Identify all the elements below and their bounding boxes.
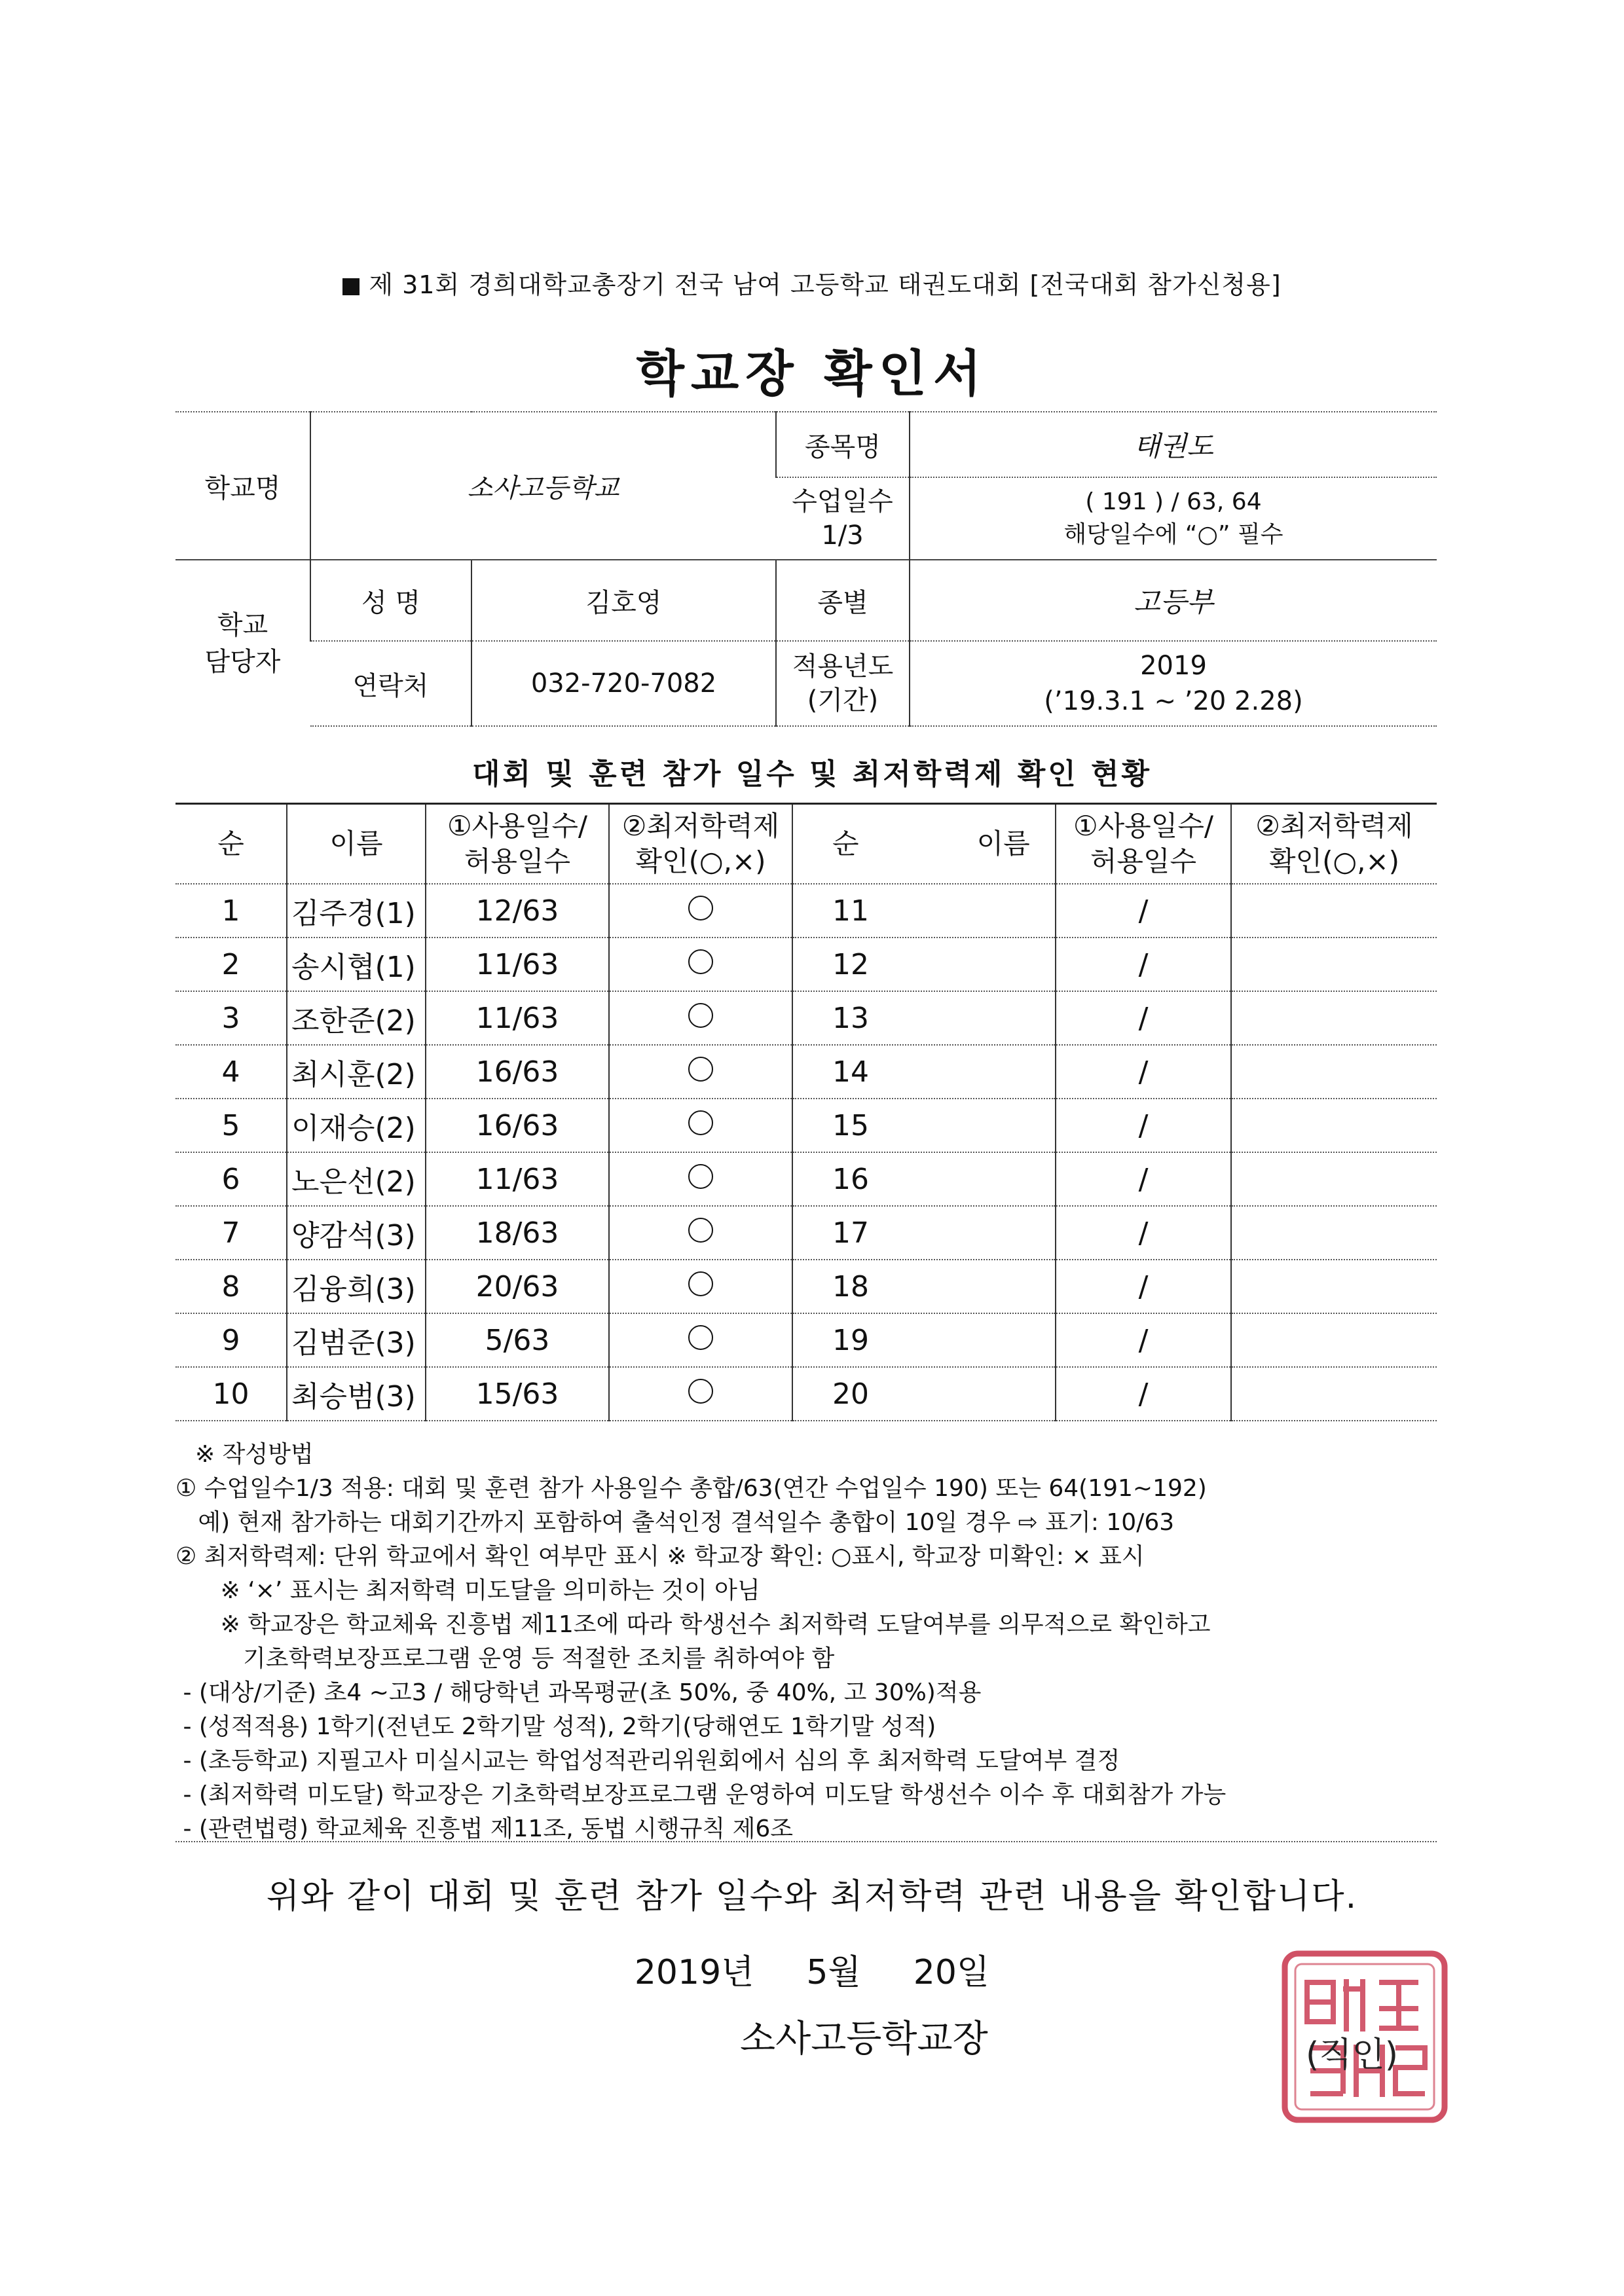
cell-check <box>609 938 792 991</box>
note-line: - (최저학력 미도달) 학교장은 기초학력보장프로그램 운영하여 미도달 학생선수 이수 후 대회참가 가능 <box>175 1781 1227 1808</box>
table-row <box>175 1367 1437 1421</box>
cell-name: 노은선(2) <box>287 1152 426 1206</box>
table-row <box>175 884 1437 938</box>
circle-mark-icon <box>688 1110 713 1135</box>
year-value-line2: (’19.3.1 ~ ’20 2.28) <box>1044 686 1303 716</box>
circle-mark-icon <box>688 1164 713 1189</box>
cell-days: 20/63 <box>426 1260 609 1313</box>
header-check <box>609 804 792 884</box>
cell-check <box>609 1045 792 1099</box>
note-line: 예) 현재 참가하는 대회기간까지 포함하여 출석인정 결석일수 총합이 10일 경우 ⇨ 표기: 10/63 <box>175 1509 1175 1536</box>
cell-no: 4 <box>175 1045 287 1099</box>
participation-table <box>175 803 1437 1421</box>
cell-no2: 12 <box>792 938 1056 991</box>
header-check-line1: ②최저학력제 <box>621 810 780 842</box>
cell-name: 이재승(2) <box>287 1099 426 1152</box>
cell-days2: / <box>1056 1099 1231 1152</box>
cell-no: 2 <box>175 938 287 991</box>
cell-check <box>609 1313 792 1367</box>
circle-mark-icon <box>688 949 713 974</box>
manager-label <box>175 560 310 726</box>
manager-label-line1: 학교 <box>217 610 268 640</box>
note-line: - (초등학교) 지필고사 미실시교는 학업성적관리위원회에서 심의 후 최저학력 도달여부 결정 <box>175 1747 1120 1774</box>
circle-mark-icon <box>688 1003 713 1028</box>
cell-days: 11/63 <box>426 991 609 1045</box>
cell-check2 <box>1231 1313 1437 1367</box>
event-value: 태권도 <box>910 412 1437 477</box>
cell-check <box>609 1206 792 1260</box>
cell-days2: / <box>1056 1045 1231 1099</box>
cell-check2 <box>1231 1206 1437 1260</box>
header-days-line1: ①사용일수/ <box>447 810 588 842</box>
cell-check <box>609 991 792 1045</box>
cell-no2: 19 <box>792 1313 1056 1367</box>
principal-name: 소사고등학교장 <box>740 2018 988 2060</box>
cell-no2: 17 <box>792 1206 1056 1260</box>
cell-days2: / <box>1056 938 1231 991</box>
circle-mark-icon <box>688 1057 713 1082</box>
circle-mark-icon <box>688 1218 713 1243</box>
cell-days: 15/63 <box>426 1367 609 1421</box>
cell-check2 <box>1231 1099 1437 1152</box>
table-row <box>175 1206 1437 1260</box>
contact-label: 연락처 <box>310 641 471 726</box>
date-year: 2019년 <box>634 1953 754 1992</box>
cell-days: 16/63 <box>426 1099 609 1152</box>
circle-mark-icon <box>688 896 713 920</box>
cell-check2 <box>1231 1152 1437 1206</box>
header-no2: 순 <box>832 828 859 860</box>
note-line: - (관련법령) 학교체육 진흥법 제11조, 동법 시행규칙 제6조 <box>175 1815 794 1842</box>
note-line: - (성적적용) 1학기(전년도 2학기말 성적), 2학기(당해연도 1학기말 성적) <box>175 1713 936 1740</box>
cell-no2: 13 <box>792 991 1056 1045</box>
cell-days: 12/63 <box>426 884 609 938</box>
table-row <box>175 1313 1437 1367</box>
cell-no: 5 <box>175 1099 287 1152</box>
header-check-line2: 확인(○,×) <box>635 845 766 877</box>
cell-days: 16/63 <box>426 1045 609 1099</box>
header-no: 순 <box>175 804 287 884</box>
cell-check <box>609 1367 792 1421</box>
cell-check <box>609 1099 792 1152</box>
cell-no: 9 <box>175 1313 287 1367</box>
cell-name: 김융희(3) <box>287 1260 426 1313</box>
cell-no2: 14 <box>792 1045 1056 1099</box>
cell-check2 <box>1231 1045 1437 1099</box>
cell-no2: 18 <box>792 1260 1056 1313</box>
cell-check2 <box>1231 1367 1437 1421</box>
notes-divider <box>175 1841 1437 1842</box>
table-row <box>175 1099 1437 1152</box>
page-title: 학교장 확인서 <box>636 344 988 403</box>
header-check2-line2: 확인(○,×) <box>1268 845 1400 877</box>
cell-days2: / <box>1056 884 1231 938</box>
table-row <box>175 1260 1437 1313</box>
days-value-line1: ( 191 ) / 63, 64 <box>1085 488 1262 515</box>
cell-check2 <box>1231 1260 1437 1313</box>
note-line: 기초학력보장프로그램 운영 등 적절한 조치를 취하여야 함 <box>175 1645 835 1672</box>
circle-mark-icon <box>688 1325 713 1350</box>
cell-days2: / <box>1056 1367 1231 1421</box>
header-name: 이름 <box>287 804 426 884</box>
division-value: 고등부 <box>910 560 1437 641</box>
cell-days2: / <box>1056 1313 1231 1367</box>
header-days2-line1: ①사용일수/ <box>1073 810 1214 842</box>
year-label <box>776 641 910 726</box>
header-days2-line2: 허용일수 <box>1090 845 1197 877</box>
year-label-line2: (기간) <box>807 685 879 716</box>
note-line: ① 수업일수1/3 적용: 대회 및 훈련 참가 사용일수 총합/63(연간 수업일수 190) 또는 64(191~192) <box>175 1475 1207 1502</box>
days-label <box>776 477 910 560</box>
cell-days2: / <box>1056 1206 1231 1260</box>
circle-mark-icon <box>688 1379 713 1404</box>
days-value-line2: 해당일수에 “○” 필수 <box>1063 521 1283 548</box>
cell-name: 최시훈(2) <box>287 1045 426 1099</box>
contact-value: 032-720-7082 <box>471 641 776 726</box>
name-label: 성 명 <box>310 560 471 641</box>
header-days <box>426 804 609 884</box>
cell-no: 1 <box>175 884 287 938</box>
cell-check2 <box>1231 991 1437 1045</box>
cell-days: 18/63 <box>426 1206 609 1260</box>
days-label-line1: 수업일수 <box>792 486 893 517</box>
cell-name: 양감석(3) <box>287 1206 426 1260</box>
cell-name: 김주경(1) <box>287 884 426 938</box>
school-value: 소사고등학교 <box>310 412 776 560</box>
cell-no2: 20 <box>792 1367 1056 1421</box>
cell-no2: 15 <box>792 1099 1056 1152</box>
confirm-statement: 위와 같이 대회 및 훈련 참가 일수와 최저학력 관련 내용을 확인합니다. <box>266 1877 1358 1916</box>
event-label: 종목명 <box>776 412 910 477</box>
cell-days2: / <box>1056 1152 1231 1206</box>
table-row <box>175 991 1437 1045</box>
cell-days: 11/63 <box>426 1152 609 1206</box>
header-check2-line1: ②최저학력제 <box>1255 810 1413 842</box>
year-value-line1: 2019 <box>1140 651 1207 681</box>
cell-check <box>609 1152 792 1206</box>
cell-no2: 11 <box>792 884 1056 938</box>
cell-no: 3 <box>175 991 287 1045</box>
header-days-line2: 허용일수 <box>464 845 571 877</box>
cell-name: 최승범(3) <box>287 1367 426 1421</box>
days-value <box>910 477 1437 560</box>
cell-name: 김범준(3) <box>287 1313 426 1367</box>
section-title: 대회 및 훈련 참가 일수 및 최저학력제 확인 현황 <box>471 757 1153 791</box>
date-day: 20일 <box>913 1953 990 1992</box>
school-label: 학교명 <box>175 412 310 560</box>
division-label: 종별 <box>776 560 910 641</box>
header-days-2 <box>1056 804 1231 884</box>
note-line: ※ 학교장은 학교체육 진흥법 제11조에 따라 학생선수 최저학력 도달여부를 의무적으로 확인하고 <box>175 1611 1211 1638</box>
cell-days: 11/63 <box>426 938 609 991</box>
table-row <box>175 1045 1437 1099</box>
header-line <box>0 264 1624 301</box>
notes <box>175 1438 1452 1846</box>
cell-check2 <box>1231 938 1437 991</box>
cell-check <box>609 884 792 938</box>
cell-no: 8 <box>175 1260 287 1313</box>
cell-check2 <box>1231 884 1437 938</box>
header-no-name-2 <box>792 804 1056 884</box>
cell-no: 10 <box>175 1367 287 1421</box>
cell-days2: / <box>1056 1260 1231 1313</box>
cell-name: 송시협(1) <box>287 938 426 991</box>
name-value: 김호영 <box>471 560 776 641</box>
cell-days: 5/63 <box>426 1313 609 1367</box>
header-name2: 이름 <box>976 828 1030 860</box>
year-value <box>910 641 1437 726</box>
note-line: ※ ‘×’ 표시는 최저학력 미도달을 의미하는 것이 아님 <box>175 1577 760 1604</box>
year-label-line1: 적용년도 <box>792 651 894 682</box>
cell-no: 7 <box>175 1206 287 1260</box>
cell-no2: 16 <box>792 1152 1056 1206</box>
date-month: 5월 <box>806 1953 861 1992</box>
header-text: 제 31회 경희대학교총장기 전국 남여 고등학교 태권도대회 [전국대회 참가신청용] <box>369 270 1282 299</box>
header-check-2 <box>1231 804 1437 884</box>
days-label-line2: 1/3 <box>821 520 864 551</box>
square-bullet-icon <box>342 278 360 295</box>
table-row <box>175 938 1437 991</box>
note-line: ② 최저학력제: 단위 학교에서 확인 여부만 표시 ※ 학교장 확인: ○표시, 학교장 미확인: × 표시 <box>175 1543 1145 1570</box>
circle-mark-icon <box>688 1271 713 1296</box>
info-table <box>175 411 1437 727</box>
note-line: - (대상/기준) 초4 ~고3 / 해당학년 과목평균(초 50%, 중 40%, 고 30%)적용 <box>175 1679 982 1706</box>
cell-check <box>609 1260 792 1313</box>
seal-label: (직인) <box>1306 2035 1399 2075</box>
cell-no: 6 <box>175 1152 287 1206</box>
table-row <box>175 1152 1437 1206</box>
cell-days2: / <box>1056 991 1231 1045</box>
manager-label-line2: 담당자 <box>204 646 281 677</box>
notes-heading: ※ 작성방법 <box>195 1441 314 1468</box>
cell-name: 조한준(2) <box>287 991 426 1045</box>
